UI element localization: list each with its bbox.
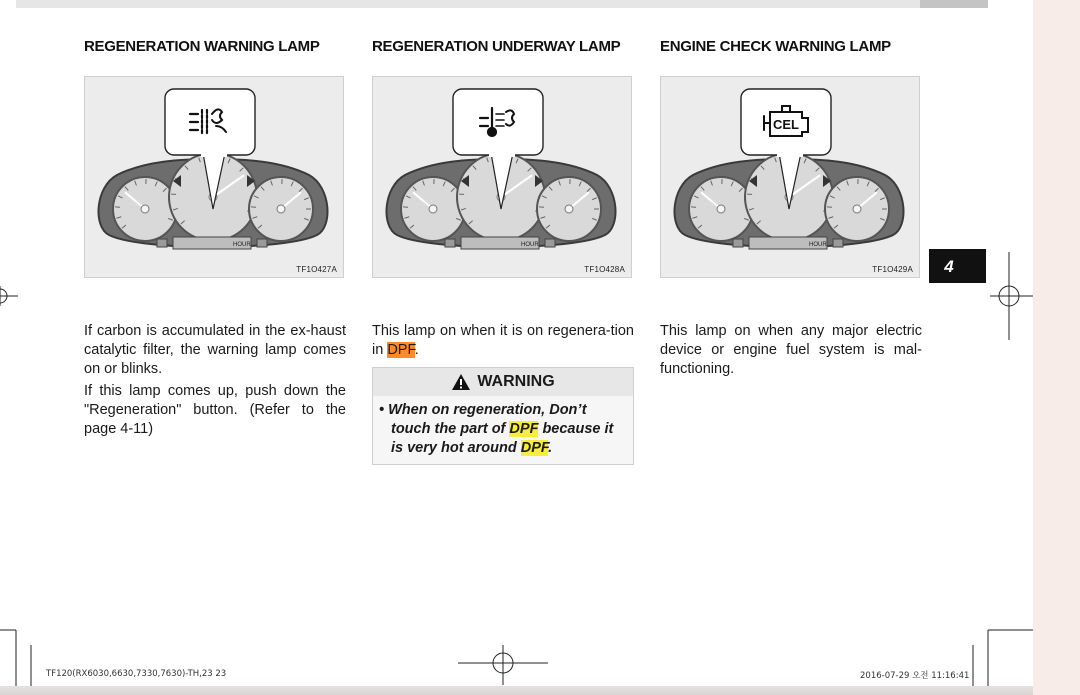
figure-code: TF1O429A [872, 265, 913, 274]
dpf-highlight: DPF [387, 342, 415, 358]
hour-meter-label: HOUR [809, 242, 827, 248]
figure-code: TF1O428A [584, 265, 625, 274]
footer-timestamp: 2016-07-29 오전 11:16:41 [860, 671, 970, 681]
warning-title: WARNING [477, 373, 555, 390]
section-heading: REGENERATION UNDERWAY LAMP [372, 38, 621, 55]
footer-file-info: TF120(RX6030,6630,7330,7630)-TH,23 23 [46, 669, 227, 679]
dpf-highlight: DPF [509, 421, 539, 437]
warning-text-run: When on regeneration, Don’t touch the part of [388, 402, 587, 437]
body-paragraph: This lamp on when any major electric device or engine fuel system is mal-functioning. [660, 323, 922, 377]
body-text-run: . [414, 342, 419, 358]
warning-text-run: . [548, 440, 553, 456]
hour-meter-label: HOUR [233, 242, 251, 248]
section-heading: ENGINE CHECK WARNING LAMP [660, 38, 891, 55]
body-paragraph: If this lamp comes up, push down the "Regeneration" button. (Refer to the page 4-11) [84, 383, 346, 437]
check-engine-label: CEL [773, 117, 799, 132]
hour-meter-label: HOUR [521, 242, 539, 248]
chapter-number: 4 [944, 257, 954, 276]
warning-text-run: because it is very hot around [391, 421, 614, 456]
bullet: • [379, 402, 385, 418]
figure-code: TF1O427A [296, 265, 337, 274]
body-paragraph: If carbon is accumulated in the ex-haust catalytic filter, the warning lamp comes on or blinks. [84, 323, 346, 377]
dpf-highlight: DPF [520, 440, 549, 456]
body-text-run: This lamp on when it is on regenera-tion in [372, 323, 634, 358]
section-heading: REGENERATION WARNING LAMP [84, 38, 320, 55]
